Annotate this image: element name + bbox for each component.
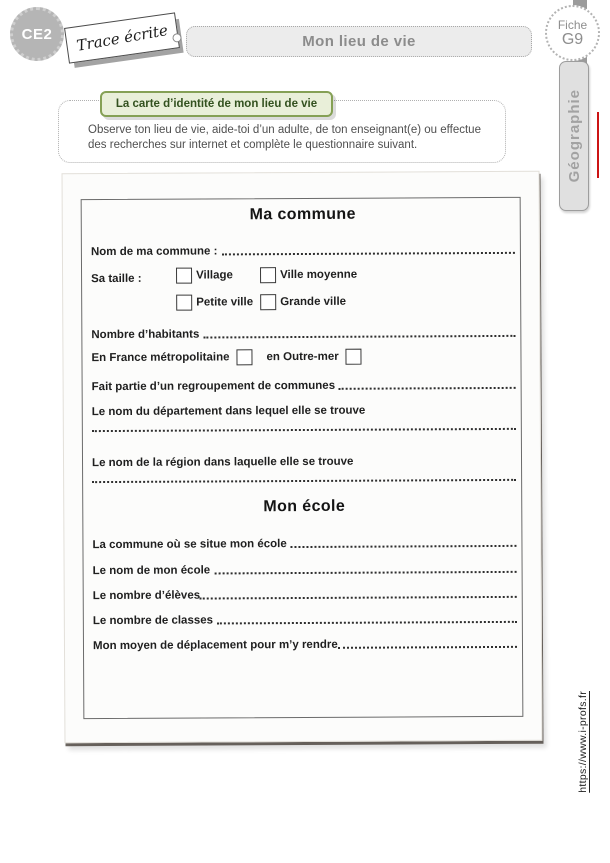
field-ecole-commune-label: La commune où se situe mon école — [92, 538, 287, 552]
field-localisation — [91, 348, 515, 366]
lesson-title-box — [100, 91, 333, 117]
option-outremer-label: en Outre-mer — [266, 350, 339, 364]
answer-line-commune-name — [221, 252, 514, 256]
worksheet-type-label: Trace écrite — [74, 21, 170, 55]
checkbox-village[interactable] — [176, 268, 192, 284]
checkbox-petite-ville[interactable] — [176, 295, 192, 311]
lesson-title: La carte d’identité de mon lieu de vie — [115, 98, 318, 110]
field-habitants — [91, 323, 515, 341]
field-taille-row-2 — [91, 294, 515, 312]
option-petite-ville — [176, 293, 253, 311]
instruction-text: Observe ton lieu de vie, aide-toi d’un adulte, de ton enseignant(e) ou effectue des recherches sur internet et complète le questionnaire suivant. — [88, 124, 481, 151]
field-ecole-nom-label: Le nom de mon école — [92, 564, 211, 578]
checkbox-metropolitaine[interactable] — [236, 349, 252, 365]
answer-line-ecole-nom — [214, 571, 516, 575]
grade-level-badge — [10, 7, 64, 61]
field-region-label: Le nom de la région dans laquelle elle se trouve — [91, 455, 354, 470]
page-title: Mon lieu de vie — [302, 33, 416, 50]
field-ecole-eleves-label: Le nombre d’élèves — [92, 589, 201, 603]
answer-line-ecole-commune — [291, 545, 517, 548]
field-departement-label: Le nom du département dans lequel elle se trouve — [91, 404, 366, 419]
answer-line-ecole-classes — [217, 621, 517, 625]
answer-line-region — [92, 467, 516, 483]
field-deplacement-label: Mon moyen de déplacement pour m’y rendre — [92, 638, 338, 653]
page-title-banner — [186, 26, 532, 57]
fiche-number-badge — [545, 5, 600, 61]
field-ecole-classes — [93, 609, 517, 627]
field-commune-name-label: Nom de ma commune : — [90, 245, 218, 259]
checkbox-grande-ville[interactable] — [260, 294, 276, 310]
website-url: https://www.i-profs.fr — [577, 691, 589, 793]
field-deplacement — [93, 634, 517, 652]
option-ville-moyenne — [260, 266, 357, 285]
option-metropolitaine-label: En France métropolitaine — [91, 351, 230, 365]
answer-line-departement — [92, 416, 516, 432]
field-ecole-nom — [93, 559, 517, 577]
option-ville-moyenne-label: Ville moyenne — [280, 268, 358, 282]
field-ecole-classes-label: Le nombre de classes — [92, 614, 214, 628]
option-village — [176, 266, 233, 284]
field-ecole-commune — [92, 533, 516, 551]
answer-line-deplacement — [338, 646, 517, 649]
answer-line-regroupement — [339, 387, 516, 390]
option-grande-ville-label: Grande ville — [280, 295, 347, 309]
field-regroupement — [92, 375, 516, 393]
field-ecole-eleves — [93, 584, 517, 602]
answer-line-habitants — [203, 335, 515, 339]
worksheet-type-card — [64, 12, 180, 63]
answer-line-ecole-eleves — [200, 596, 517, 600]
website-link[interactable] — [574, 676, 592, 808]
field-commune-name — [91, 240, 515, 258]
option-village-label: Village — [196, 269, 233, 282]
subject-tab — [559, 61, 589, 211]
option-petite-ville-label: Petite ville — [196, 296, 254, 309]
section-title-commune: Ma commune — [249, 205, 356, 224]
checkbox-ville-moyenne[interactable] — [260, 267, 276, 283]
fiche-code: G9 — [561, 30, 584, 48]
subject-accent-rule — [597, 112, 599, 178]
fiche-label: Fiche — [557, 17, 588, 32]
field-habitants-label: Nombre d’habitants — [91, 328, 200, 342]
section-title-ecole: Mon école — [263, 497, 346, 516]
field-regroupement-label: Fait partie d’un regroupement de communes — [91, 379, 336, 394]
field-taille-row-1 — [91, 267, 515, 285]
option-grande-ville — [260, 293, 346, 311]
grade-level-label: CE2 — [21, 25, 53, 43]
questionnaire-paper — [62, 171, 543, 743]
checkbox-outremer[interactable] — [346, 349, 362, 365]
field-taille-label: Sa taille : — [91, 272, 142, 286]
subject-tab-label: Géographie — [565, 89, 583, 183]
